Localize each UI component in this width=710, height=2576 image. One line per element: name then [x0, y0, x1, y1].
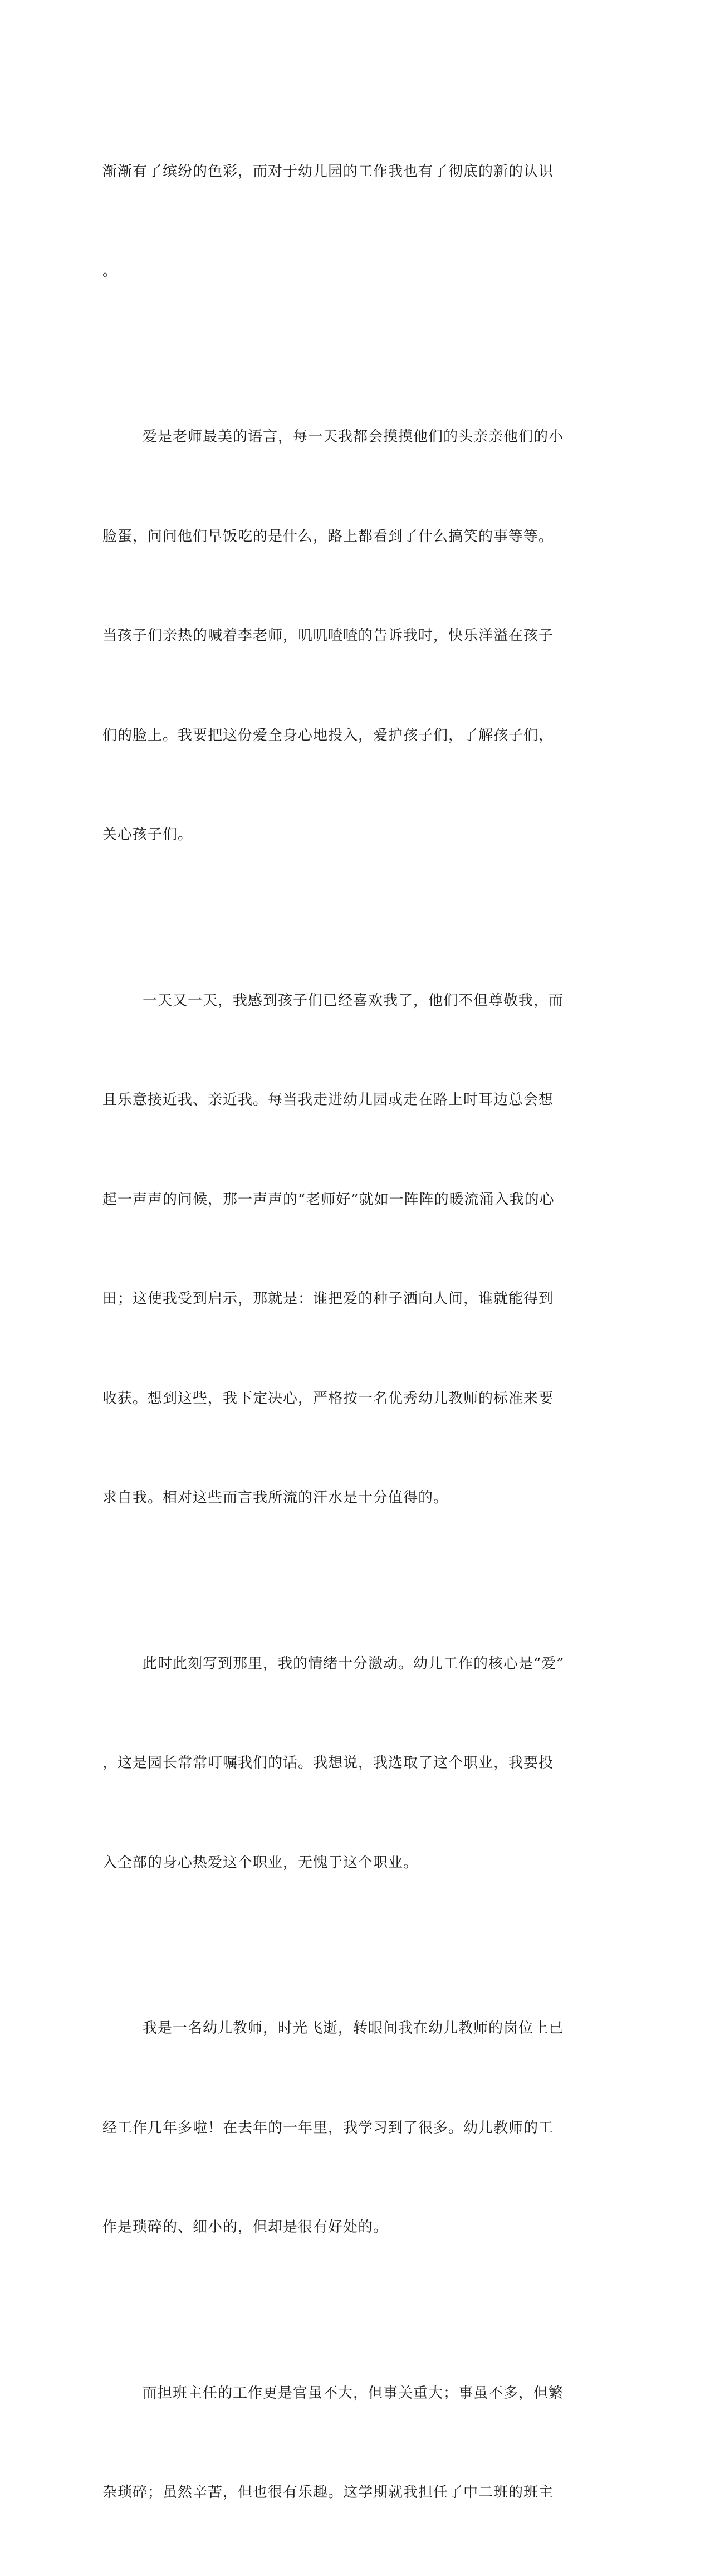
paragraph-5 [102, 1946, 581, 2311]
text-line: 一天又一天，我感到孩子们已经喜欢我了，他们不但尊敬我，而 [143, 992, 564, 1009]
text-line: 脸蛋，问问他们早饭吃的是什么，路上都看到了什么搞笑的事等等。 [102, 528, 554, 545]
text-line: 经工作几年多啦！在去年的一年里，我学习到了很多。幼儿教师的工 [102, 2119, 554, 2136]
text-line: 收获。想到这些，我下定决心，严格按一名优秀幼儿教师的标准来要 [102, 1390, 554, 1407]
text-line: 杂琐碎；虽然辛苦，但也很有乐趣。这学期就我担任了中二班的班主 [102, 2484, 554, 2501]
text-line: 当孩子们亲热的喊着李老师，叽叽喳喳的告诉我时，快乐洋溢在孩子 [102, 627, 554, 644]
text-line: 们的脸上。我要把这份爱全身心地投入，爱护孩子们，了解孩子们， [102, 727, 554, 744]
paragraph-6 [102, 2311, 581, 2576]
text-line: 爱是老师最美的语言，每一天我都会摸摸他们的头亲亲他们的小 [143, 428, 564, 445]
paragraph-3 [102, 918, 581, 1581]
text-line: 求自我。相对这些而言我所流的汗水是十分值得的。 [102, 1489, 449, 1506]
text-line: 入全部的身心热爱这个职业，无愧于这个职业。 [102, 1854, 419, 1871]
paragraph-2 [102, 354, 581, 918]
text-line: ，这是园长常常叮嘱我们的话。我想说，我选取了这个职业，我要投 [102, 1755, 554, 1771]
paragraph-4 [102, 1581, 581, 1946]
body-text [102, 89, 581, 2576]
text-line: 关心孩子们。 [102, 826, 193, 843]
text-line: 此时此刻写到那里，我的情绪十分激动。幼儿工作的核心是“爱” [143, 1655, 565, 1672]
text-line: 。 [102, 262, 118, 280]
text-line: 田；这使我受到启示，那就是：谁把爱的种子洒向人间，谁就能得到 [102, 1291, 554, 1307]
text-line: 起一声声的问候，那一声声的“老师好”就如一阵阵的暖流涌入我的心 [102, 1191, 555, 1208]
text-line: 作是琐碎的、细小的，但却是很有好处的。 [102, 2219, 389, 2236]
paragraph-1 [102, 89, 581, 354]
text-line: 而担班主任的工作更是官虽不大，但事关重大；事虽不多，但繁 [143, 2384, 564, 2402]
text-line: 且乐意接近我、亲近我。每当我走进幼儿园或走在路上时耳边总会想 [102, 1092, 554, 1108]
text-line: 渐渐有了缤纷的色彩，而对于幼儿园的工作我也有了彻底的新的认识 [102, 163, 554, 180]
text-line: 我是一名幼儿教师，时光飞逝，转眼间我在幼儿教师的岗位上已 [143, 2020, 564, 2037]
